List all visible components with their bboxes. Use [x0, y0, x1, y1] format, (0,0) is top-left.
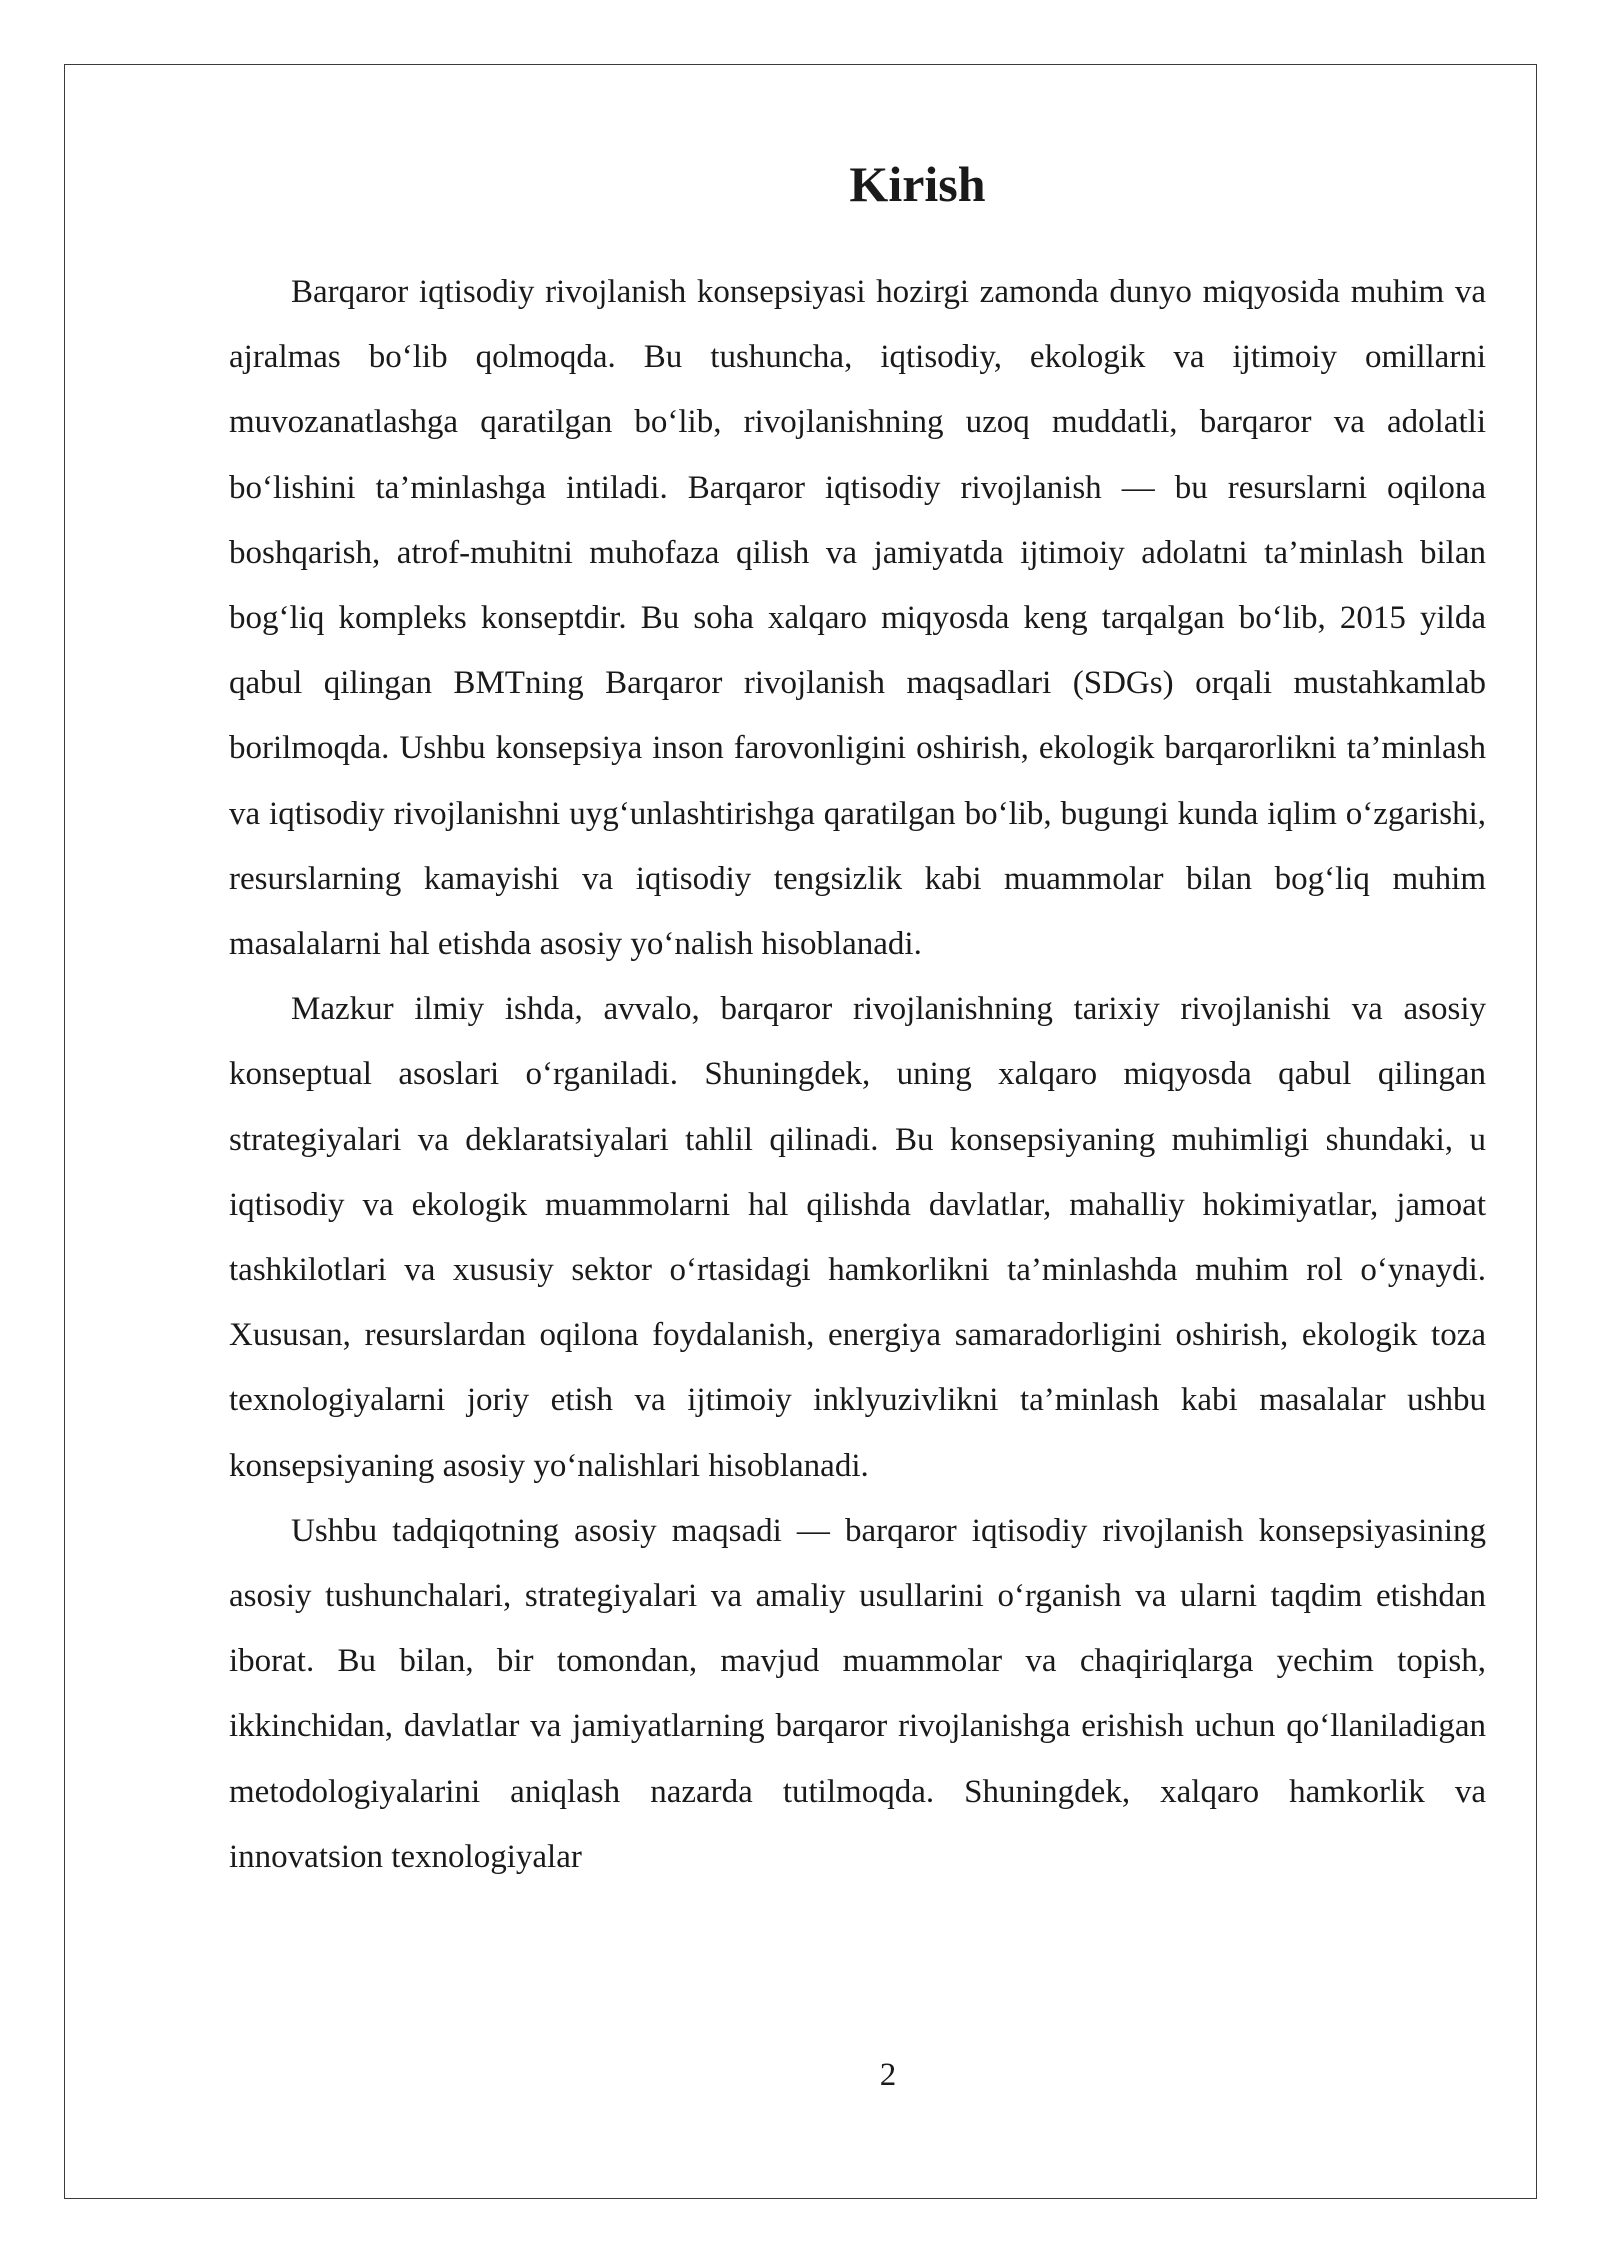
paragraph-1: Barqaror iqtisodiy rivojlanish konsepsiyasi hozirgi zamonda dunyo miqyosida muhim va ajralmas bo‘lib qolmoqda. Bu tushuncha, iqtisodiy, ekologik va ijtimoiy omillarni muvozanatlashga qaratilgan bo‘lib, rivojlanishning uzoq muddatli, barqaror va adolatli bo‘lishini ta’minlashga intiladi. Barqaror iqtisodiy rivojlanish — bu resurslarni oqilona boshqarish, atrof-muhitni muhofaza qilish va jamiyatda ijtimoiy adolatni ta’minlash bilan bog‘liq kompleks konseptdir. Bu soha xalqaro miqyosda keng tarqalgan bo‘lib, 2015 yilda qabul qilingan BMTning Barqaror rivojlanish maqsadlari (SDGs) orqali mustahkamlab borilmoqda. Ushbu konsepsiya inson farovonligini oshirish, ekologik barqarorlikni ta’minlash va iqtisodiy rivojlanishni uyg‘unlashtirishga qaratilgan bo‘lib, bugungi kunda iqlim o‘zgarishi, resurslarning kamayishi va iqtisodiy tengsizlik kabi muammolar bilan bog‘liq muhim masalalarni hal etishda asosiy yo‘nalish hisoblanadi. — [229, 274, 1486, 963]
paragraph-3: Ushbu tadqiqotning asosiy maqsadi — barqaror iqtisodiy rivojlanish konsepsiyasining asosiy tushunchalari, strategiyalari va amaliy usullarini o‘rganish va ularni taqdim etishdan iborat. Bu bilan, bir tomondan, mavjud muammolar va chaqiriqlarga yechim topish, ikkinchidan, davlatlar va jamiyatlarning barqaror rivojlanishga erishish uchun qo‘llaniladigan metodologiyalarini aniqlash nazarda tutilmoqda. Shuningdek, xalqaro hamkorlik va innovatsion texnologiyalar — [229, 1512, 1486, 1875]
page-title: Kirish — [849, 156, 986, 212]
document-body — [229, 148, 1486, 1890]
paragraph-2: Mazkur ilmiy ishda, avvalo, barqaror rivojlanishning tarixiy rivojlanishi va asosiy konseptual asoslari o‘rganiladi. Shuningdek, uning xalqaro miqyosda qabul qilingan strategiyalari va deklaratsiyalari tahlil qilinadi. Bu konsepsiyaning muhimligi shundaki, u iqtisodiy va ekologik muammolarni hal qilishda davlatlar, mahalliy hokimiyatlar, jamoat tashkilotlari va xususiy sektor o‘rtasidagi hamkorlikni ta’minlashda muhim rol o‘ynaydi. Xususan, resurslardan oqilona foydalanish, energiya samaradorligini oshirish, ekologik toza texnologiyalarni joriy etish va ijtimoiy inklyuzivlikni ta’minlash kabi masalalar ushbu konsepsiyaning asosiy yo‘nalishlari hisoblanadi. — [229, 991, 1486, 1484]
page-number: 2 — [879, 2057, 897, 2093]
